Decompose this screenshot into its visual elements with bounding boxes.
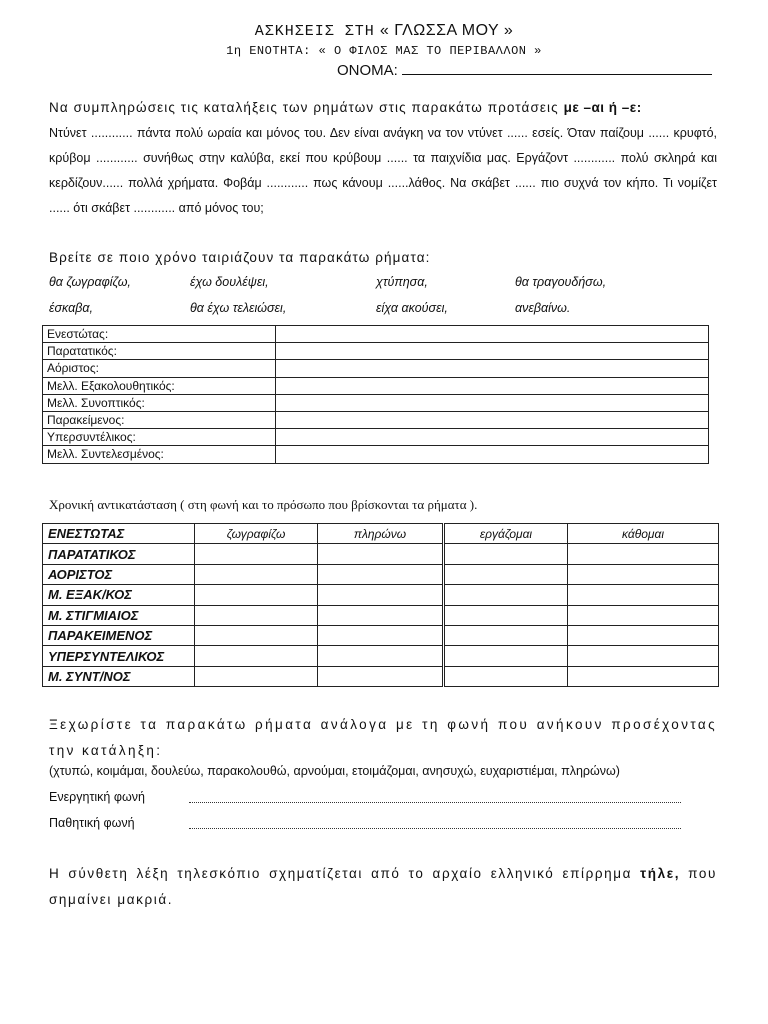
answer-cell[interactable] [195, 646, 318, 666]
answer-cell[interactable] [568, 625, 719, 645]
table-row [43, 343, 709, 360]
answer-cell[interactable] [568, 605, 719, 625]
answer-cell[interactable] [276, 446, 709, 463]
title-part2: « ΓΛΩΣΣΑ ΜΟΥ » [379, 22, 514, 39]
answer-cell[interactable] [568, 564, 719, 584]
name-underline[interactable] [402, 62, 712, 75]
tense-label: Ενεστώτας: [43, 326, 276, 343]
exercise5-text [49, 861, 717, 913]
answer-cell[interactable] [195, 544, 318, 564]
verb-item: είχα ακούσει, [376, 301, 448, 315]
answer-cell[interactable] [444, 625, 568, 645]
tense-label: Παρακείμενος: [43, 411, 276, 428]
tense-label: Παρατατικός: [43, 343, 276, 360]
verb-item: χτύπησα, [376, 275, 428, 289]
answer-cell[interactable] [276, 343, 709, 360]
tense-label: ΑΟΡΙΣΤΟΣ [43, 564, 195, 584]
exercise5-text-before: Η σύνθετη λέξη τηλεσκόπιο σχηματίζεται από το αρχαίο ελληνικό επίρρημα [49, 866, 633, 881]
exercise1-instruction-bold: με –αι ή –ε: [563, 100, 642, 115]
answer-cell[interactable] [318, 564, 444, 584]
verb-header: ζωγραφίζω [195, 524, 318, 544]
tense-label: Μελλ. Συντελεσμένος: [43, 446, 276, 463]
answer-cell[interactable] [195, 605, 318, 625]
table-row [43, 377, 709, 394]
table-row [43, 646, 719, 666]
answer-cell[interactable] [276, 326, 709, 343]
answer-cell[interactable] [318, 544, 444, 564]
tense-conversion-table [42, 523, 719, 687]
name-label: ΟΝΟΜΑ: [337, 62, 398, 79]
table-row [43, 625, 719, 645]
answer-cell[interactable] [276, 411, 709, 428]
tense-label: Αόριστος: [43, 360, 276, 377]
verb-header: πληρώνω [318, 524, 444, 544]
answer-cell[interactable] [195, 625, 318, 645]
answer-cell[interactable] [276, 360, 709, 377]
tense-label: Υπερσυντέλικος: [43, 429, 276, 446]
verb-header: κάθομαι [568, 524, 719, 544]
answer-cell[interactable] [444, 646, 568, 666]
tense-label: Μελλ. Συνοπτικός: [43, 394, 276, 411]
tense-label: ΥΠΕΡΣΥΝΤΕΛΙΚΟΣ [43, 646, 195, 666]
answer-cell[interactable] [318, 646, 444, 666]
verb-item: θα τραγουδήσω, [515, 275, 607, 289]
exercise1-instruction-text: Να συμπληρώσεις τις καταλήξεις των ρημάτων στις παρακάτω προτάσεις [49, 100, 559, 115]
passive-voice-label: Παθητική φωνή [49, 816, 135, 830]
active-voice-answer-line[interactable] [189, 801, 681, 803]
table-row [43, 429, 709, 446]
tense-label: Μ. ΣΤΙΓΜΙΑΙΟΣ [43, 605, 195, 625]
exercise4-verb-list: (χτυπώ, κοιμάμαι, δουλεύω, παρακολουθώ, αρνούμαι, ετοιμάζομαι, ανησυχώ, ευχαριστιέμαι, πληρώνω) [49, 764, 620, 778]
answer-cell[interactable] [276, 429, 709, 446]
exercise3-instruction: Χρονική αντικατάσταση ( στη φωνή και το πρόσωπο που βρίσκονται τα ρήματα ). [49, 497, 478, 512]
table-row [43, 446, 709, 463]
worksheet-title [0, 22, 768, 40]
answer-cell[interactable] [276, 394, 709, 411]
answer-cell[interactable] [444, 666, 568, 686]
exercise4-instruction: Ξεχωρίστε τα παρακάτω ρήματα ανάλογα με τη φωνή που ανήκουν προσέχοντας την κατάληξη: [49, 717, 717, 758]
passive-voice-answer-line[interactable] [189, 827, 681, 829]
answer-cell[interactable] [568, 585, 719, 605]
tense-label: Μ. ΣΥΝΤ/ΝΟΣ [43, 666, 195, 686]
title-part1: ΑΣΚΗΣΕΙΣ ΣΤΗ [254, 23, 375, 40]
table-row [43, 544, 719, 564]
answer-cell[interactable] [195, 666, 318, 686]
table-header-row [43, 524, 719, 544]
exercise1-text: Ντύνετ ............ πάντα πολύ ωραία και μόνος του. Δεν είναι ανάγκη να τον ντύνετ ...... εσείς. Όταν παίζουμ ...... κρυφτό, κρύβομ ............ συνήθως στην καλύβα, εκεί που κρύβουμ ...... τα παιχνίδια μας. Εργάζοντ ............ πολύ σκληρά και κερδίζουν...... πολλά χρήματα. Φοβάμ ............ πως κάνουμ ......λάθος. Να σκάβετ ...... πιο συχνά τον κήπο. Τι νομίζετ ...... ότι σκάβετ ............ από μόνος του; [49, 126, 717, 215]
answer-cell[interactable] [444, 605, 568, 625]
table-row [43, 411, 709, 428]
table-row [43, 605, 719, 625]
exercise1-instruction [49, 100, 642, 115]
table-row [43, 326, 709, 343]
tense-matching-table [42, 325, 709, 464]
verb-item: έχω δουλέψει, [190, 275, 269, 289]
exercise5-text-after: που σημαίνει μακριά. [49, 866, 717, 907]
exercise5-bold-word: τήλε, [640, 866, 681, 881]
table-row [43, 585, 719, 605]
name-field[interactable] [337, 62, 712, 79]
tense-label: ΕΝΕΣΤΩΤΑΣ [43, 524, 195, 544]
active-voice-label: Ενεργητική φωνή [49, 790, 145, 804]
tense-label: Μελλ. Εξακολουθητικός: [43, 377, 276, 394]
answer-cell[interactable] [568, 646, 719, 666]
verb-item: ανεβαίνω. [515, 301, 571, 315]
answer-cell[interactable] [568, 666, 719, 686]
answer-cell[interactable] [444, 585, 568, 605]
unit-subtitle: 1η ΕΝΟΤΗΤΑ: « Ο ΦΙΛΟΣ ΜΑΣ ΤΟ ΠΕΡΙΒΑΛΛΟΝ » [226, 44, 542, 58]
exercise2-instruction: Βρείτε σε ποιο χρόνο ταιριάζουν τα παρακάτω ρήματα: [49, 250, 431, 265]
table-row [43, 360, 709, 377]
answer-cell[interactable] [318, 585, 444, 605]
verb-item: θα έχω τελειώσει, [190, 301, 287, 315]
answer-cell[interactable] [444, 544, 568, 564]
answer-cell[interactable] [195, 564, 318, 584]
tense-label: ΠΑΡΑΚΕΙΜΕΝΟΣ [43, 625, 195, 645]
table-row [43, 666, 719, 686]
table-row [43, 394, 709, 411]
answer-cell[interactable] [318, 625, 444, 645]
verb-header: εργάζομαι [444, 524, 568, 544]
tense-label: Μ. ΕΞΑΚ/ΚΟΣ [43, 585, 195, 605]
answer-cell[interactable] [276, 377, 709, 394]
answer-cell[interactable] [318, 666, 444, 686]
answer-cell[interactable] [195, 585, 318, 605]
verb-item: θα ζωγραφίζω, [49, 275, 131, 289]
tense-label: ΠΑΡΑΤΑΤΙΚΟΣ [43, 544, 195, 564]
table-row [43, 564, 719, 584]
answer-cell[interactable] [444, 564, 568, 584]
verb-item: έσκαβα, [49, 301, 94, 315]
answer-cell[interactable] [318, 605, 444, 625]
answer-cell[interactable] [568, 544, 719, 564]
